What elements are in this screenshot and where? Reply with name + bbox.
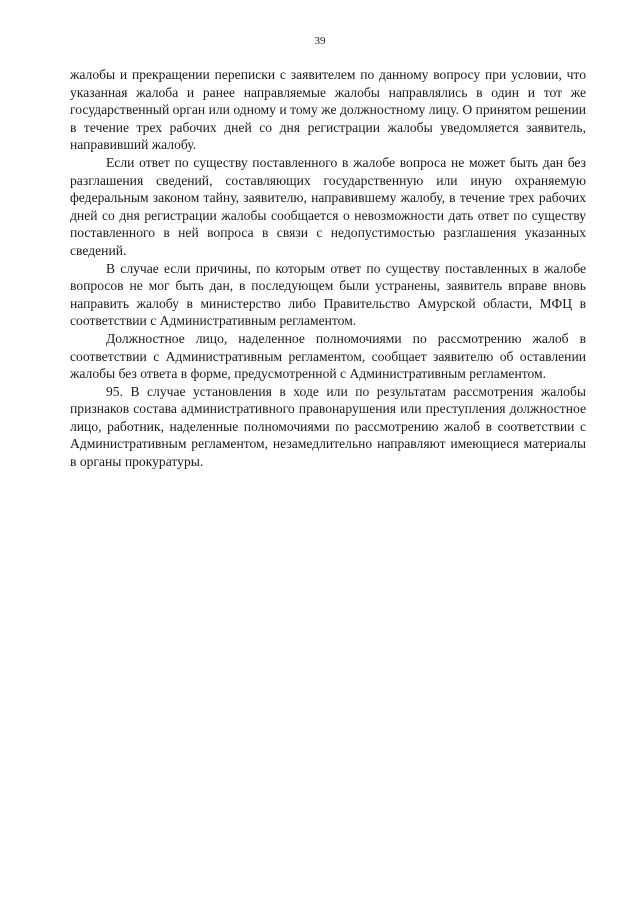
page-number: 39 <box>314 35 326 47</box>
paragraph-resubmission: В случае если причины, по которым ответ по существу поставленных в жалобе вопросов не мог быть дан, в последующем были устранены, заявитель вправе вновь направить жалобу в министерство либо Правительство Амурской области, МФЦ в соответствии с Административным регламентом. <box>70 260 586 329</box>
document-body <box>70 66 586 471</box>
paragraph-no-answer-notice: Должностное лицо, наделенное полномочиями по рассмотрению жалоб в соответствии с Административным регламентом, сообщает заявителю об оставлении жалобы без ответа в форме, предусмотренной с Административным регламентом. <box>70 330 586 382</box>
paragraph-complaint-termination: жалобы и прекращении переписки с заявителем по данному вопросу при условии, что указанная жалоба и ранее направляемые жалобы направлялись в один и тот же государственный орган или одному и тому же должностному лицу. О принятом решении в течение трех рабочих дней со дня регистрации жалобы уведомляется заявитель, направивший жалобу. <box>70 67 586 153</box>
paragraph-item-95-prosecution: 95. В случае установления в ходе или по результатам рассмотрения жалобы признаков состава административного правонарушения или преступления должностное лицо, работник, наделенные полномочиями по рассмотрению жалоб в соответствии с Административным регламентом, незамедлительно направляют имеющиеся материалы в органы прокуратуры. <box>70 383 586 470</box>
paragraph-state-secret: Если ответ по существу поставленного в жалобе вопроса не может быть дан без разглашения сведений, составляющих государственную или иную охраняемую федеральным законом тайну, заявителю, направившему жалобу, в течение трех рабочих дней со дня регистрации жалобы сообщается о невозможности дать ответ по существу поставленного в ней вопроса в связи с недопустимостью разглашения указанных сведений. <box>70 154 586 258</box>
